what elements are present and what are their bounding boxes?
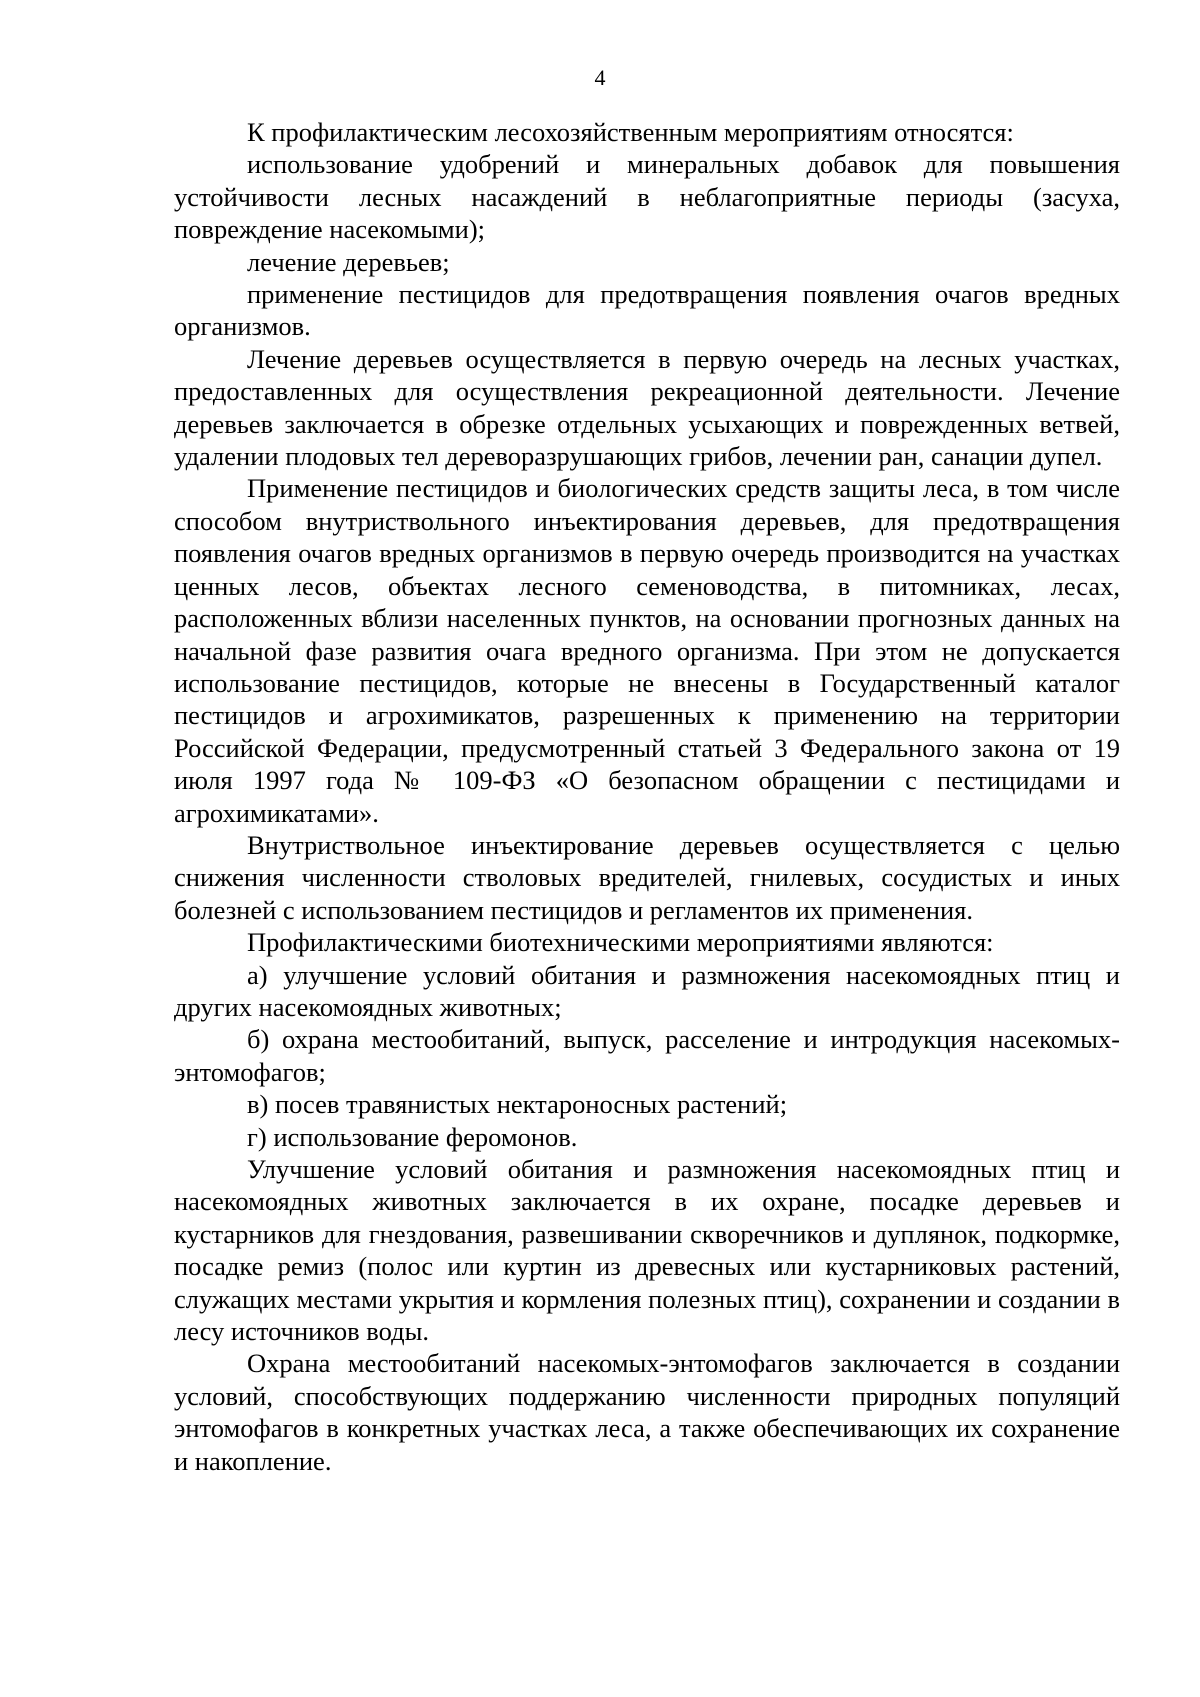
paragraph-intro: К профилактическим лесохозяйственным мероприятиям относятся:	[247, 117, 1014, 147]
page-number: 4	[594, 65, 606, 90]
paragraph-fertilizers: использование удобрений и минеральных добавок для повышения устойчивости лесных насаждений в неблагоприятные периоды (засуха, повреждение насекомыми);	[174, 149, 1120, 245]
paragraph-tree-treatment-item: лечение деревьев;	[247, 246, 450, 277]
list-item-b: б) охрана местообитаний, выпуск, расселение и интродукция насекомых-энтомофагов;	[174, 1024, 1120, 1087]
list-item-g: г) использование феромонов.	[247, 1121, 578, 1152]
paragraph-injection: Внутриствольное инъектирование деревьев осуществляется с целью снижения численности стволовых вредителей, гнилевых, сосудистых и иных болезней с использованием пестицидов и регламентов их применения.	[174, 829, 1120, 925]
list-item-v: в) посев травянистых нектароносных растений;	[247, 1089, 788, 1120]
paragraph-pesticide-use: Применение пестицидов и биологических средств защиты леса, в том числе способом внутриствольного инъектирования деревьев, для предотвращения появления очагов вредных организмов в первую очередь производится на участках ценных лесов, объектах лесного семеноводства, в питомниках, лесах, расположенных вблизи населенных пунктов, на основании прогнозных данных на начальной фазе развития очага вредного организма. При этом не допускается использование пестицидов, которые не внесены в Государственный каталог пестицидов и агрохимикатов, разрешенных к применению на территории Российской Федерации, предусмотренный статьей 3 Федерального закона от 19 июля 1997 года № 109-ФЗ «О безопасном обращении с пестицидами и агрохимикатами».	[174, 473, 1120, 828]
paragraph-habitat-improvement: Улучшение условий обитания и размножения насекомоядных птиц и насекомоядных животных заключается в их охране, посадке деревьев и кустарников для гнездования, развешивании скворечников и дуплянок, подкормке, посадке ремиз (полос или куртин из древесных или кустарниковых растений, служащих местами укрытия и кормления полезных птиц), сохранении и создании в лесу источников воды.	[174, 1154, 1120, 1347]
paragraph-entomophage-protection: Охрана местообитаний насекомых-энтомофагов заключается в создании условий, способствующих поддержанию численности природных популяций энтомофагов в конкретных участках леса, а также обеспечивающих их сохранение и накопление.	[174, 1348, 1120, 1476]
document-body	[174, 116, 1120, 1477]
list-item-a: а) улучшение условий обитания и размножения насекомоядных птиц и других насекомоядных животных;	[174, 959, 1120, 1022]
paragraph-pesticides-item: применение пестицидов для предотвращения появления очагов вредных организмов.	[174, 279, 1120, 342]
paragraph-tree-treatment: Лечение деревьев осуществляется в первую очередь на лесных участках, предоставленных для осуществления рекреационной деятельности. Лечение деревьев заключается в обрезке отдельных усыхающих и поврежденных ветвей, удалении плодовых тел дереворазрушающих грибов, лечении ран, санации дупел.	[174, 343, 1120, 472]
paragraph-biotech-intro: Профилактическими биотехническими мероприятиями являются:	[247, 927, 994, 958]
